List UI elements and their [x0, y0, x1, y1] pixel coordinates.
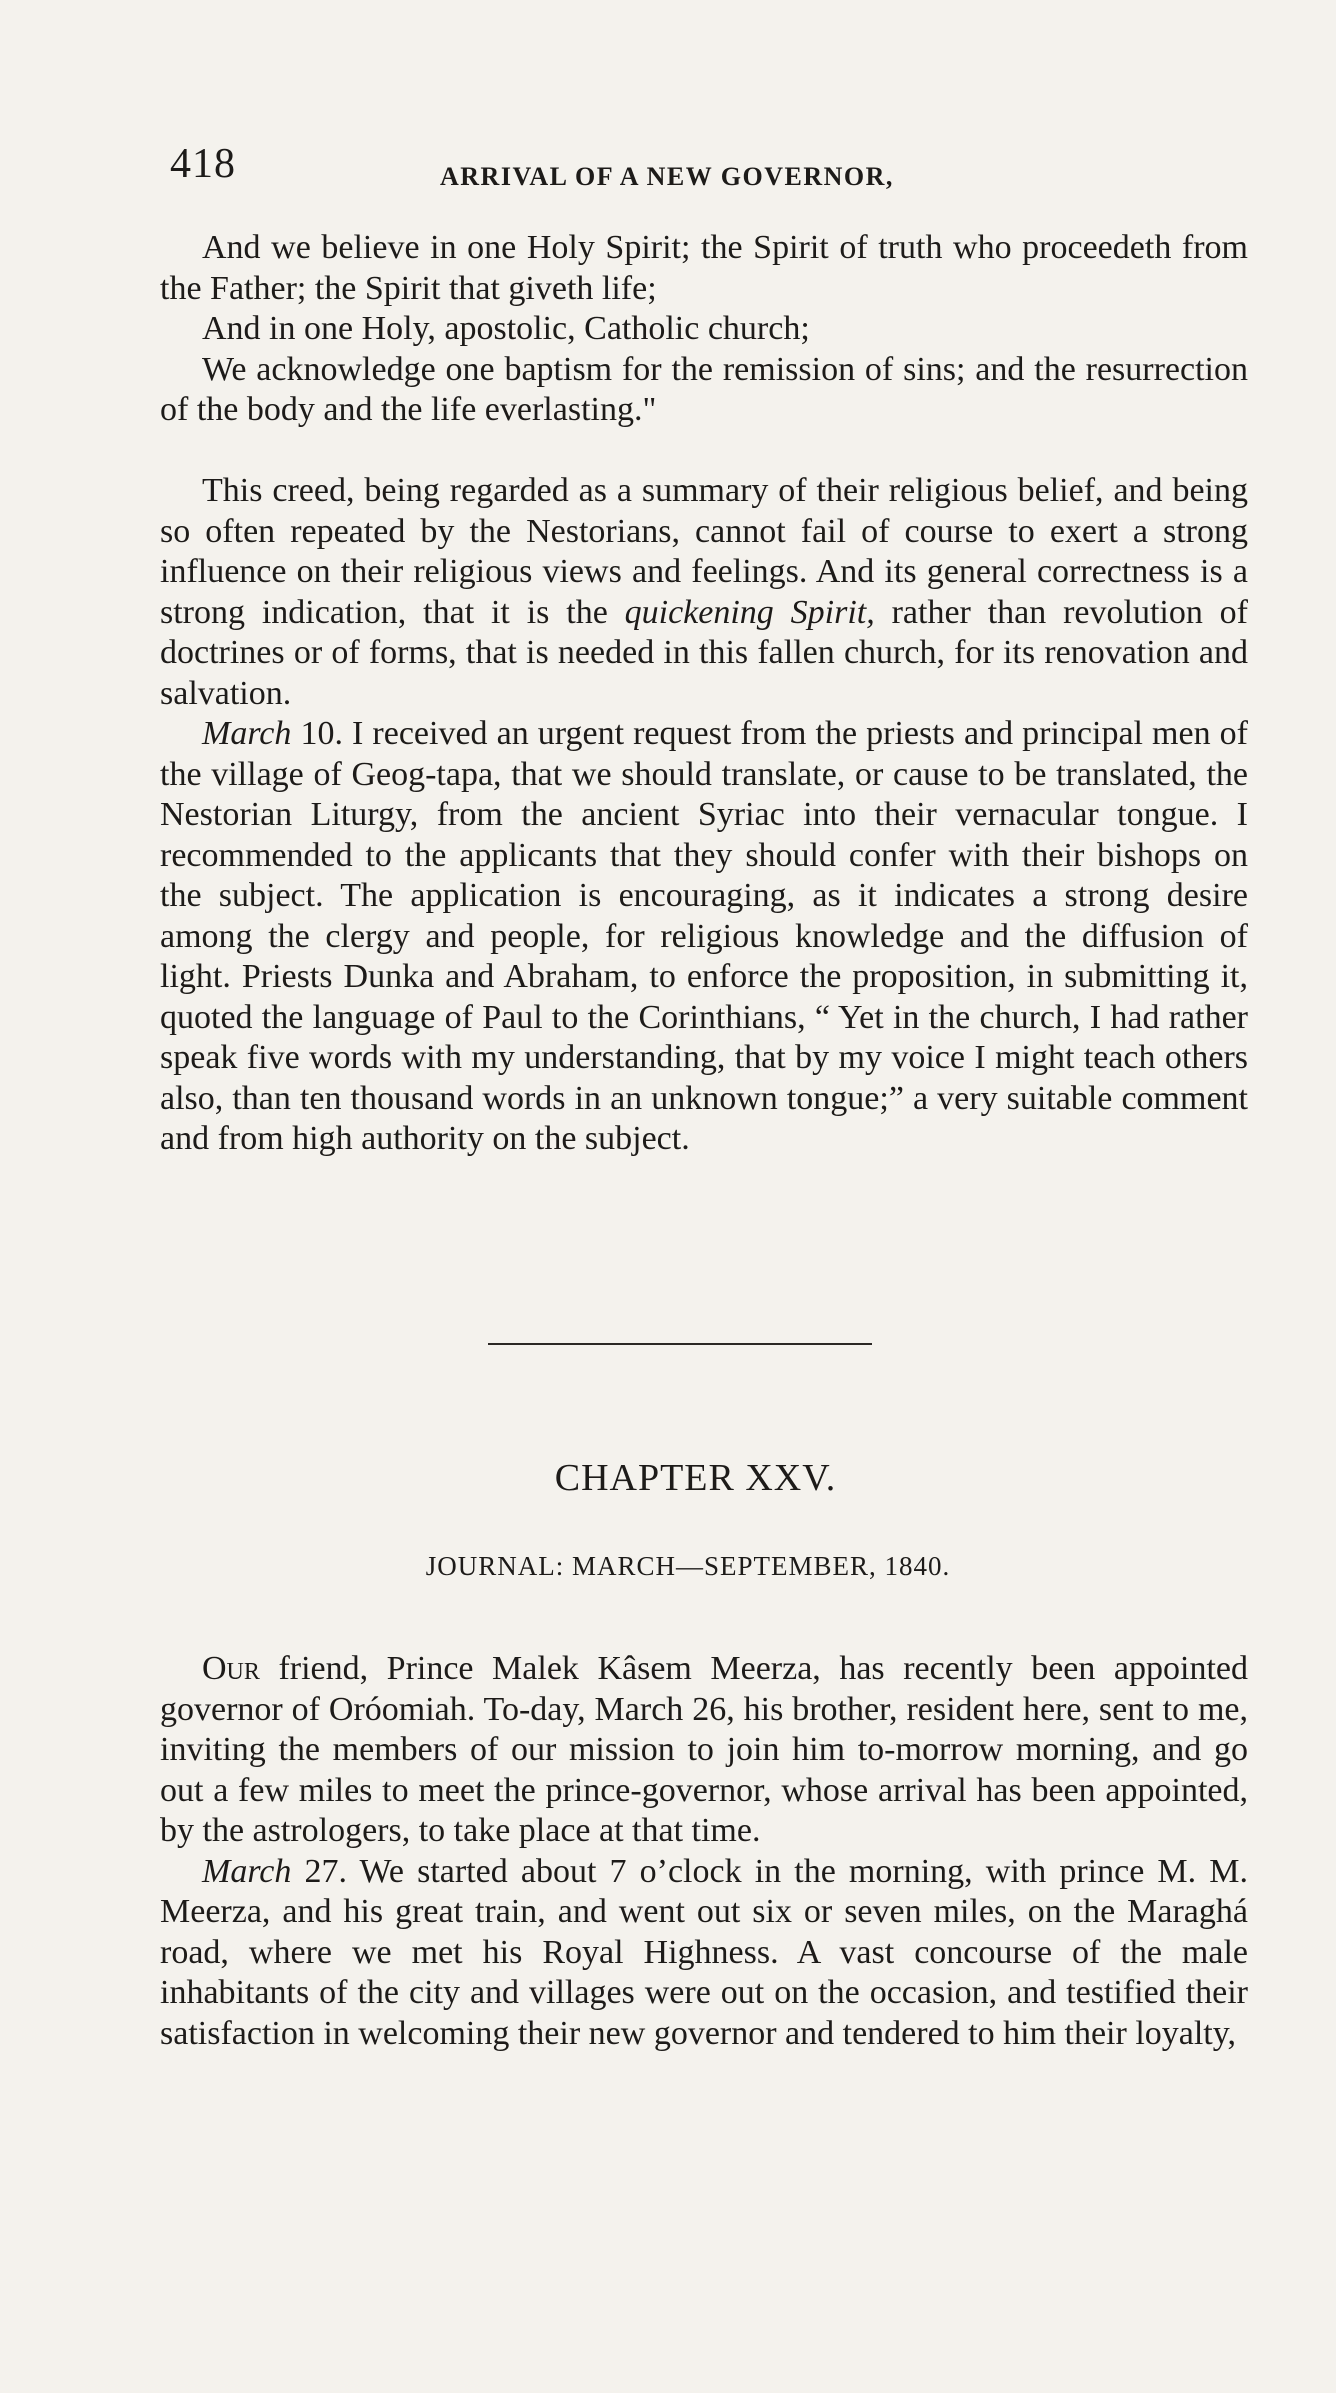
chapter-paragraph — [160, 1649, 1248, 1852]
italic-phrase: quickening Spirit, — [624, 593, 875, 631]
commentary-text-before: This creed, being regarded as a summary of their religious belief, and being so often repeated by the Nestorians, cannot fail of course to exert a strong influence on their religious views and feelings. And its general correctness is a strong indication, that it is the — [160, 472, 1248, 631]
entry-date: March — [202, 1852, 292, 1890]
creed-paragraph: We acknowledge one baptism for the remission of sins; and the resurrection of the body and the life everlasting." — [160, 350, 1248, 428]
entry-text: 27. We started about 7 o’clock in the morning, with prince M. M. Meerza, and his great train, and went out six or seven miles, on the Maraghá road, where we met his Royal Highness. A vast concourse of the male inhabitants of the city and villages were out on the occasion, and testified their satisfaction in welcoming their new governor and tendered to him their loyalty, — [160, 1852, 1248, 2052]
page-header — [170, 140, 1170, 200]
section-divider — [488, 1343, 872, 1345]
journal-entry-paragraph — [160, 714, 1248, 1160]
entry-date: March — [202, 715, 292, 752]
commentary-text-after: rather than revolution of doctrines or of forms, that is needed in this fallen church, for its renovation and salvation. — [160, 593, 1248, 712]
commentary-text — [160, 471, 1248, 1160]
chapter-title: CHAPTER XXV. — [554, 1457, 837, 1499]
entry-text: 10. I received an urgent request from the priests and principal men of the village of Geog-tapa, that we should translate, or cause to be translated, the Nestorian Liturgy, from the ancient Syriac into their vernacular tongue. I recommended to the applicants that they should confer with their bishops on the subject. The application is encouraging, as it indicates a strong desire among the clergy and people, for religious knowledge and the diffusion of light. Priests Dunka and Abraham, to enforce the proposition, in submitting it, quoted the language of Paul to the Corinthians, “ Yet in the church, I had rather speak five words with my understanding, that by my voice I might teach others also, than ten thousand words in an unknown tongue;” a very suitable comment and from high authority on the subject. — [160, 715, 1248, 1157]
journal-entry-paragraph — [160, 1852, 1248, 2055]
creed-text — [160, 228, 1248, 431]
running-title: ARRIVAL OF A NEW GOVERNOR, — [440, 162, 894, 191]
creed-paragraph: And we believe in one Holy Spirit; the Spirit of truth who proceedeth from the Father; the Spirit that giveth life; — [160, 229, 1248, 307]
creed-paragraph: And in one Holy, apostolic, Catholic church; — [202, 310, 810, 347]
chapter-body-text — [160, 1649, 1248, 2054]
lead-word: Our — [202, 1650, 260, 1687]
page-number: 418 — [170, 141, 236, 187]
chapter-subtitle: JOURNAL: MARCH—SEPTEMBER, 1840. — [425, 1551, 951, 1581]
paragraph-text: friend, Prince Malek Kâsem Meerza, has recently been appointed governor of Oróomiah. To-day, March 26, his brother, resident here, sent to me, inviting the members of our mission to join him to-morrow morning, and go out a few miles to meet the prince-governor, whose arrival has been appointed, by the astrologers, to take place at that time. — [160, 1650, 1248, 1849]
commentary-paragraph — [160, 471, 1248, 714]
